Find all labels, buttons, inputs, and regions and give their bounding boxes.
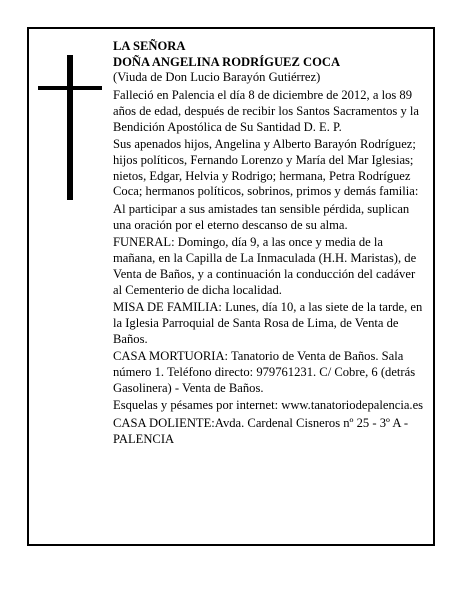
internet-paragraph: Esquelas y pésames por internet: www.tanatoriodepalencia.es	[113, 398, 424, 413]
request-paragraph: Al participar a sus amistades tan sensible pérdida, suplican una oración por el eterno descanso de su alma.	[113, 202, 410, 232]
obituary-text	[113, 39, 425, 450]
family-mass-paragraph: MISA DE FAMILIA: Lunes, día 10, a las siete de la tarde, en la Iglesia Parroquial de Santa Rosa de Lima, de Venta de Baños.	[113, 300, 423, 346]
cross-vertical-bar	[67, 55, 73, 200]
family-paragraph: Sus apenados hijos, Angelina y Alberto Barayón Rodríguez; hijos políticos, Fernando Lorenzo y María del Mar Iglesias; nietos, Edgar, Helvia y Rodrigo; hermana, Petra Rodríguez Coca; hermanos políticos, sobrinos, primos y demás familia:	[113, 137, 419, 199]
notice-title: LA SEÑORA	[113, 39, 186, 53]
latin-cross-icon	[38, 55, 102, 200]
cross-horizontal-bar	[38, 86, 102, 90]
funeral-paragraph: FUNERAL: Domingo, día 9, a las once y media de la mañana, en la Capilla de La Inmaculada (H.H. Maristas), de Venta de Baños, y a continuación la conducción del cadáver al Cementerio de dicha localidad.	[113, 235, 417, 297]
death-paragraph: Falleció en Palencia el día 8 de diciembre de 2012, a los 89 años de edad, después de recibir los Santos Sacramentos y la Bendición Apostólica de Su Santidad D. E. P.	[113, 88, 420, 134]
widow-line: (Viuda de Don Lucio Barayón Gutiérrez)	[113, 70, 321, 85]
mortuary-paragraph: CASA MORTUORIA: Tanatorio de Venta de Baños. Sala número 1. Teléfono directo: 979761231. C/ Cobre, 6 (detrás Gasolinera) - Venta de Baños.	[113, 349, 416, 395]
home-address-paragraph: CASA DOLIENTE:Avda. Cardenal Cisneros nº 25 - 3º A - PALENCIA	[113, 416, 409, 446]
deceased-name: DOÑA ANGELINA RODRÍGUEZ COCA	[113, 54, 341, 69]
